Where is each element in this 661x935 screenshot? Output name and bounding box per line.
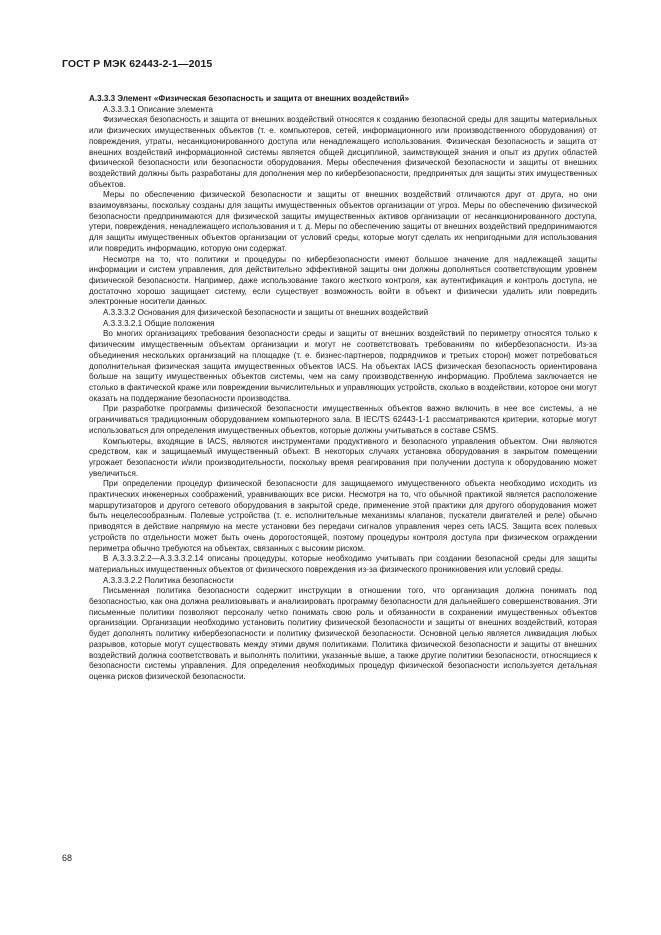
document-body <box>89 94 597 683</box>
paragraph: Письменная политика безопасности содержит инструкции в отношении того, что организация должна понимать под безопасностью, как она должна реализовывать и анализировать программу безопасности для дальнейшего совершенствования. Эти письменные политики позволяют персоналу четко понимать свою роль и обязанности в сохранении имущественных объектов организации. Организации необходимо установить политику физической безопасности и защиты от внешних воздействий, которая будет дополнять политику кибербезопасности и политику физической безопасности. Основной целью является ликвидация любых разрывов, которые могут существовать между этими двумя политиками. Политика физической безопасности и защиты от внешних воздействий должна соответствовать и выполнять политики, указанные выше, а также другие политики безопасности, относящиеся к безопасности системы управления. Для определения необходимых процедур физической безопасности используется детальная оценка рисков физической безопасности. <box>89 586 597 681</box>
page-number: 68 <box>62 853 73 863</box>
paragraph: A.3.3.3.1 Описание элемента <box>103 104 213 114</box>
paragraph: При разработке программы физической безопасности имущественных объектов важно включить в нее все системы, а не ограничиваться традиционным оборудованием компьютерного зала. В IEC/TS 62443-1-1 рассматриваются критерии, которые могут использоваться для определения имущественных объектов, которые должны учитываться в составе CSMS. <box>89 404 597 435</box>
paragraph: A.3.3.3.2.2 Политика безопасности <box>103 575 234 585</box>
section-heading: A.3.3.3 Элемент «Физическая безопасность и защита от внешних воздействий» <box>89 94 410 103</box>
paragraph: Несмотря на то, что политики и процедуры по кибербезопасности имеют большое значение для надлежащей защиты информации и систем управления, для действительно эффективной защиты они должны дополняться соответствующим уровнем физической безопасности. Например, даже использование такого жесткого контроля, как аутентификация и контроль доступа, не достаточно хорошо защищает систему, если существует возможность войти в объект и физически удалить или повредить электронные носители данных. <box>89 254 597 307</box>
paragraph: A.3.3.3.2 Основания для физической безопасности и защиты от внешних воздействий <box>103 308 429 318</box>
paragraph: Физическая безопасность и защита от внешних воздействий относятся к созданию безопасной среды для защиты материальных или физических имущественных объектов (т. е. компьютеров, сетей, информационного или производственного оборудования) от повреждения, утраты, несанкционированного доступа или ненадлежащего использования. Физическая безопасность и защита от внешних воздействий информационной системы является общей дисциплиной, заимствующей знания и опыт из других областей физической безопасности или безопасности оборудования. Меры обеспечения физической безопасности и защиты от внешних воздействий должны быть разработаны для дополнения мер по кибербезопасности, предпринятых для защиты этих имущественных объектов. <box>89 115 597 189</box>
paragraph: Компьютеры, входящие в IACS, являются инструментами продуктивного и безопасного управления объектом. Они являются средством, как и защищаемый имущественный объект. В некоторых случаях установка оборудования в закрытом помещении угрожает безопасности и/или производительности, поскольку время реагирования при получении доступа к оборудованию может увеличиться. <box>89 436 597 478</box>
paragraph: При определении процедур физической безопасности для защищаемого имущественного объекта необходимо исходить из практических инженерных соображений, уравнивающих все риски. Несмотря на то, что обычной практикой является расположение маршрутизаторов и другого сетевого оборудования в закрытой среде, применение этой практики для другого оборудования может быть нецелесообразным. Полевые устройства (т. е. исполнительные механизмы клапанов, пускатели двигателей и реле) обычно приводятся в действие напрямую на месте установки без передачи сигналов управления через сеть IACS. Защита всех полевых устройств по отдельности может быть очень дорогостоящей, поэтому процедуры контроля доступа при физическом ограждении периметра обычно требуются на объектах, связанных с высоким риском. <box>89 479 597 553</box>
paragraph: Меры по обеспечению физической безопасности и защиты от внешних воздействий отличаются друг от друга, но они взаимоувязаны, поскольку созданы для защиты имущественных объектов организации от угроз. Меры по обеспечению физической безопасности предпринимаются для физической защиты имущественных активов организации от несанкционированного доступа, утери, повреждения, ненадлежащего использования и т. д. Меры по обеспечению защиты от внешних воздействий предпринимаются для защиты имущественных объектов организации от условий среды, которые могут сделать их непригодными для использования или повредить информацию, которую они содержат. <box>89 190 597 253</box>
paragraph: Во многих организациях требования безопасности среды и защиты от внешних воздействий по периметру относятся только к физическим имущественным объектам организации и могут не соответствовать требованиям по кибербезопасности. Из-за объединения нескольких организаций на площадке (т. е. бизнес-партнеров, подрядчиков и третьих сторон) может потребоваться дополнительная физическая защита имущественных объектов IACS. На объектах IACS физическая безопасность ориентирована больше на защиту имущественных объектов системы, чем на саму производственную информацию. Проблема заключается не столько в фактической краже или повреждении вычислительных и управляющих устройств, сколько в воздействии, которое они могут оказать на поддержание безопасности производства. <box>89 329 597 403</box>
paragraph: В A.3.3.3.2.2—A.3.3.3.2.14 описаны процедуры, которые необходимо учитывать при создании безопасной среды для защиты материальных имущественных объектов от физического повреждения из-за физического проникновения или условий среды. <box>89 554 597 574</box>
paragraph: A.3.3.3.2.1 Общие положения <box>103 318 215 328</box>
standard-header: ГОСТ Р МЭК 62443-2-1—2015 <box>62 58 213 70</box>
